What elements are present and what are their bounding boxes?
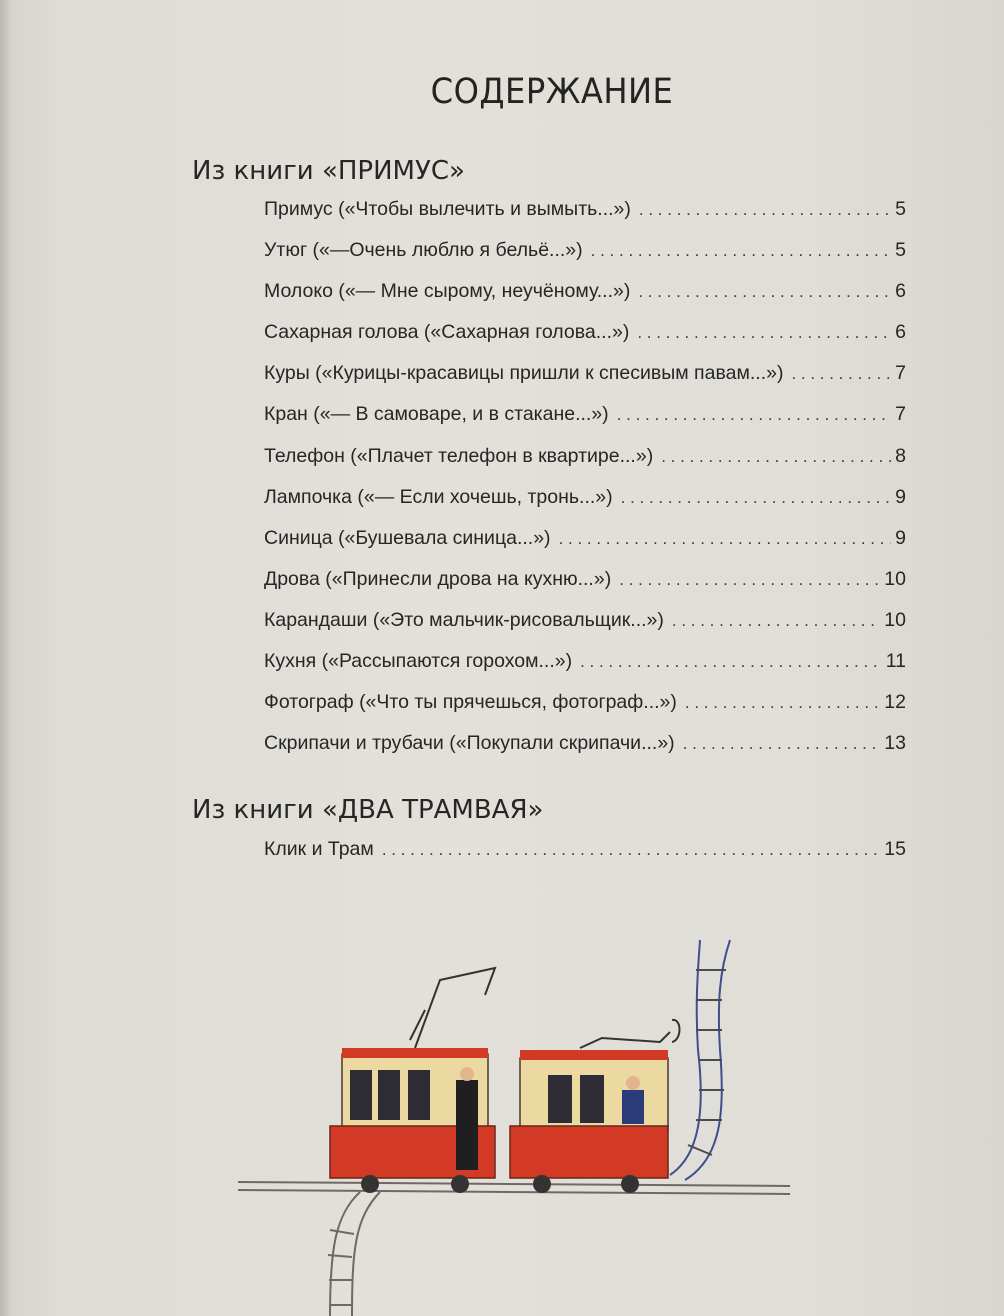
toc-entry-title: Синица («Бушевала синица...») [264, 526, 551, 549]
right-tram-illustration [510, 1020, 680, 1193]
toc-entry-title: Лампочка («— Если хочешь, тронь...») [264, 485, 613, 508]
contents-heading: СОДЕРЖАНИЕ [430, 72, 674, 112]
toc-entry[interactable] [264, 445, 906, 486]
toc-page-number: 7 [895, 403, 906, 426]
two-trams-illustration [230, 930, 810, 1316]
toc-entry-title: Клик и Трам [264, 838, 374, 860]
toc-entry-title: Кран («— В самоваре, и в стакане...») [264, 403, 609, 426]
toc-page-number: 9 [895, 526, 906, 549]
toc-list-two-trams [264, 838, 906, 879]
dot-leader [661, 447, 891, 467]
toc-entry[interactable] [264, 838, 906, 879]
toc-entry[interactable] [264, 650, 906, 691]
toc-entry-title: Молоко («— Мне сырому, неучёному...») [264, 280, 631, 303]
dot-leader [672, 611, 880, 631]
dot-leader [683, 734, 881, 754]
dot-leader [617, 405, 891, 425]
dot-leader [559, 529, 892, 549]
toc-entry-title: Куры («Курицы-красавицы пришли к спесивым павам...») [264, 362, 784, 385]
toc-entry[interactable] [264, 403, 906, 444]
toc-list-primus [264, 198, 906, 773]
page-edge-shadow [0, 0, 12, 1316]
toc-page-number: 8 [895, 444, 906, 467]
dot-leader [621, 488, 892, 508]
toc-page-number: 6 [895, 280, 906, 303]
toc-entry[interactable] [264, 486, 906, 527]
toc-page-number: 15 [884, 838, 906, 860]
toc-page-number: 5 [895, 239, 906, 262]
toc-entry-title: Скрипачи и трубачи («Покупали скрипачи...») [264, 732, 675, 755]
toc-entry[interactable] [264, 732, 906, 773]
toc-entry[interactable] [264, 280, 906, 321]
dot-leader [791, 364, 891, 384]
dot-leader [637, 323, 891, 343]
dot-leader [591, 241, 891, 261]
toc-page-number: 10 [884, 567, 906, 590]
toc-page-number: 5 [895, 198, 906, 220]
dot-leader [619, 570, 880, 590]
toc-entry-title: Сахарная голова («Сахарная голова...») [264, 321, 630, 344]
dot-leader [580, 652, 882, 672]
toc-entry[interactable] [264, 239, 906, 280]
toc-page-number: 7 [895, 362, 906, 385]
dot-leader [382, 840, 880, 860]
toc-page-number: 6 [895, 321, 906, 344]
section-title-two-trams: Из книги «ДВА ТРАМВАЯ» [192, 795, 544, 825]
toc-page-number: 13 [884, 732, 906, 755]
dot-leader [685, 693, 880, 713]
left-tram-illustration [330, 968, 495, 1193]
toc-entry[interactable] [264, 362, 906, 403]
toc-entry[interactable] [264, 568, 906, 609]
toc-entry[interactable] [264, 527, 906, 568]
toc-page-number: 9 [895, 485, 906, 508]
toc-entry-title: Карандаши («Это мальчик-рисовальщик...») [264, 608, 664, 631]
toc-entry[interactable] [264, 198, 906, 239]
toc-entry-title: Примус («Чтобы вылечить и вымыть...») [264, 198, 631, 220]
dot-leader [638, 282, 891, 302]
toc-entry[interactable] [264, 609, 906, 650]
toc-entry-title: Дрова («Принесли дрова на кухню...») [264, 567, 612, 590]
toc-entry-title: Кухня («Рассыпаются горохом...») [264, 650, 573, 673]
toc-entry-title: Телефон («Плачет телефон в квартире...») [264, 444, 654, 467]
toc-entry[interactable] [264, 321, 906, 362]
toc-entry[interactable] [264, 691, 906, 732]
dot-leader [639, 200, 891, 220]
toc-page-number: 12 [884, 691, 906, 714]
toc-page-number: 11 [885, 650, 906, 673]
toc-entry-title: Утюг («—Очень люблю я бельё...») [264, 239, 583, 262]
toc-entry-title: Фотограф («Что ты прячешься, фотограф...») [264, 691, 677, 714]
toc-page-number: 10 [884, 608, 906, 631]
section-title-primus: Из книги «ПРИМУС» [192, 156, 465, 186]
